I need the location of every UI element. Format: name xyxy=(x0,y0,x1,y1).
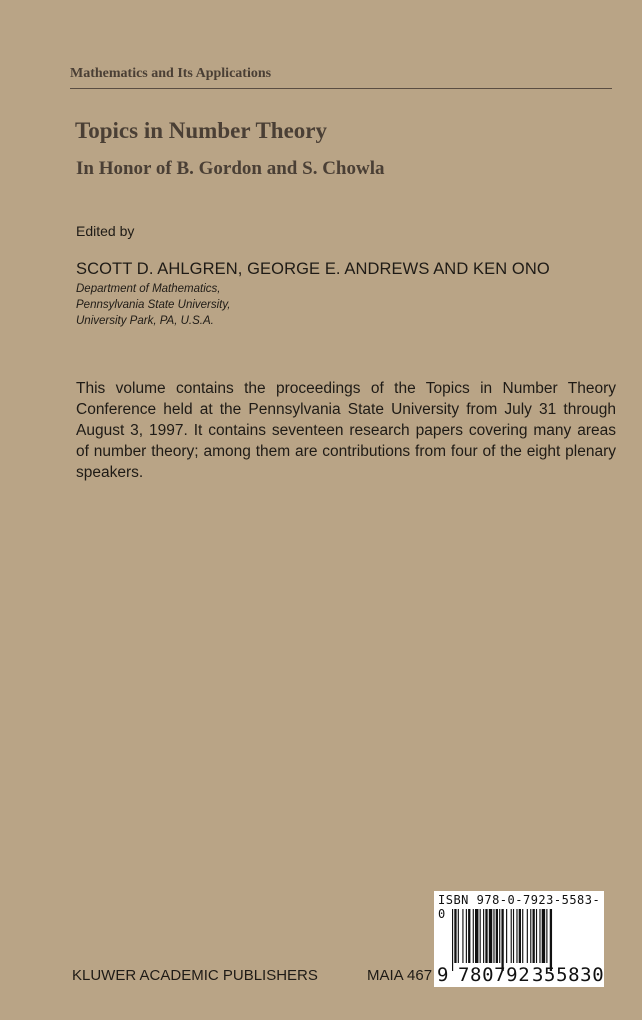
editors-names: SCOTT D. AHLGREN, GEORGE E. ANDREWS AND KEN ONO xyxy=(76,260,550,278)
publisher-name: KLUWER ACADEMIC PUBLISHERS xyxy=(72,967,318,984)
barcode-digits-right: 355830 xyxy=(532,964,605,986)
affiliation-line: Department of Mathematics, xyxy=(76,283,221,295)
affiliation-line: University Park, PA, U.S.A. xyxy=(76,315,214,327)
isbn-text: ISBN 978-0-7923-5583-0 xyxy=(438,893,601,921)
barcode-digit-first: 9 xyxy=(437,964,449,986)
book-subtitle: In Honor of B. Gordon and S. Chowla xyxy=(76,158,385,179)
affiliation xyxy=(76,281,230,329)
series-rule xyxy=(70,88,612,89)
series-name: Mathematics and Its Applications xyxy=(70,66,272,81)
edited-by-label: Edited by xyxy=(76,223,135,239)
barcode-digits-left: 780792 xyxy=(458,964,531,986)
book-description: This volume contains the proceedings of the Topics in Number Theory Conference held at the Pennsylvania State University from July 31 through August 3, 1997. It contains seventeen research papers covering many areas of number theory; among them are contributions from four of the eight plenary speakers. xyxy=(76,380,616,481)
affiliation-line: Pennsylvania State University, xyxy=(76,299,231,311)
barcode-box xyxy=(434,891,604,987)
series-number: MAIA 467 xyxy=(367,967,433,984)
book-title: Topics in Number Theory xyxy=(75,118,327,143)
